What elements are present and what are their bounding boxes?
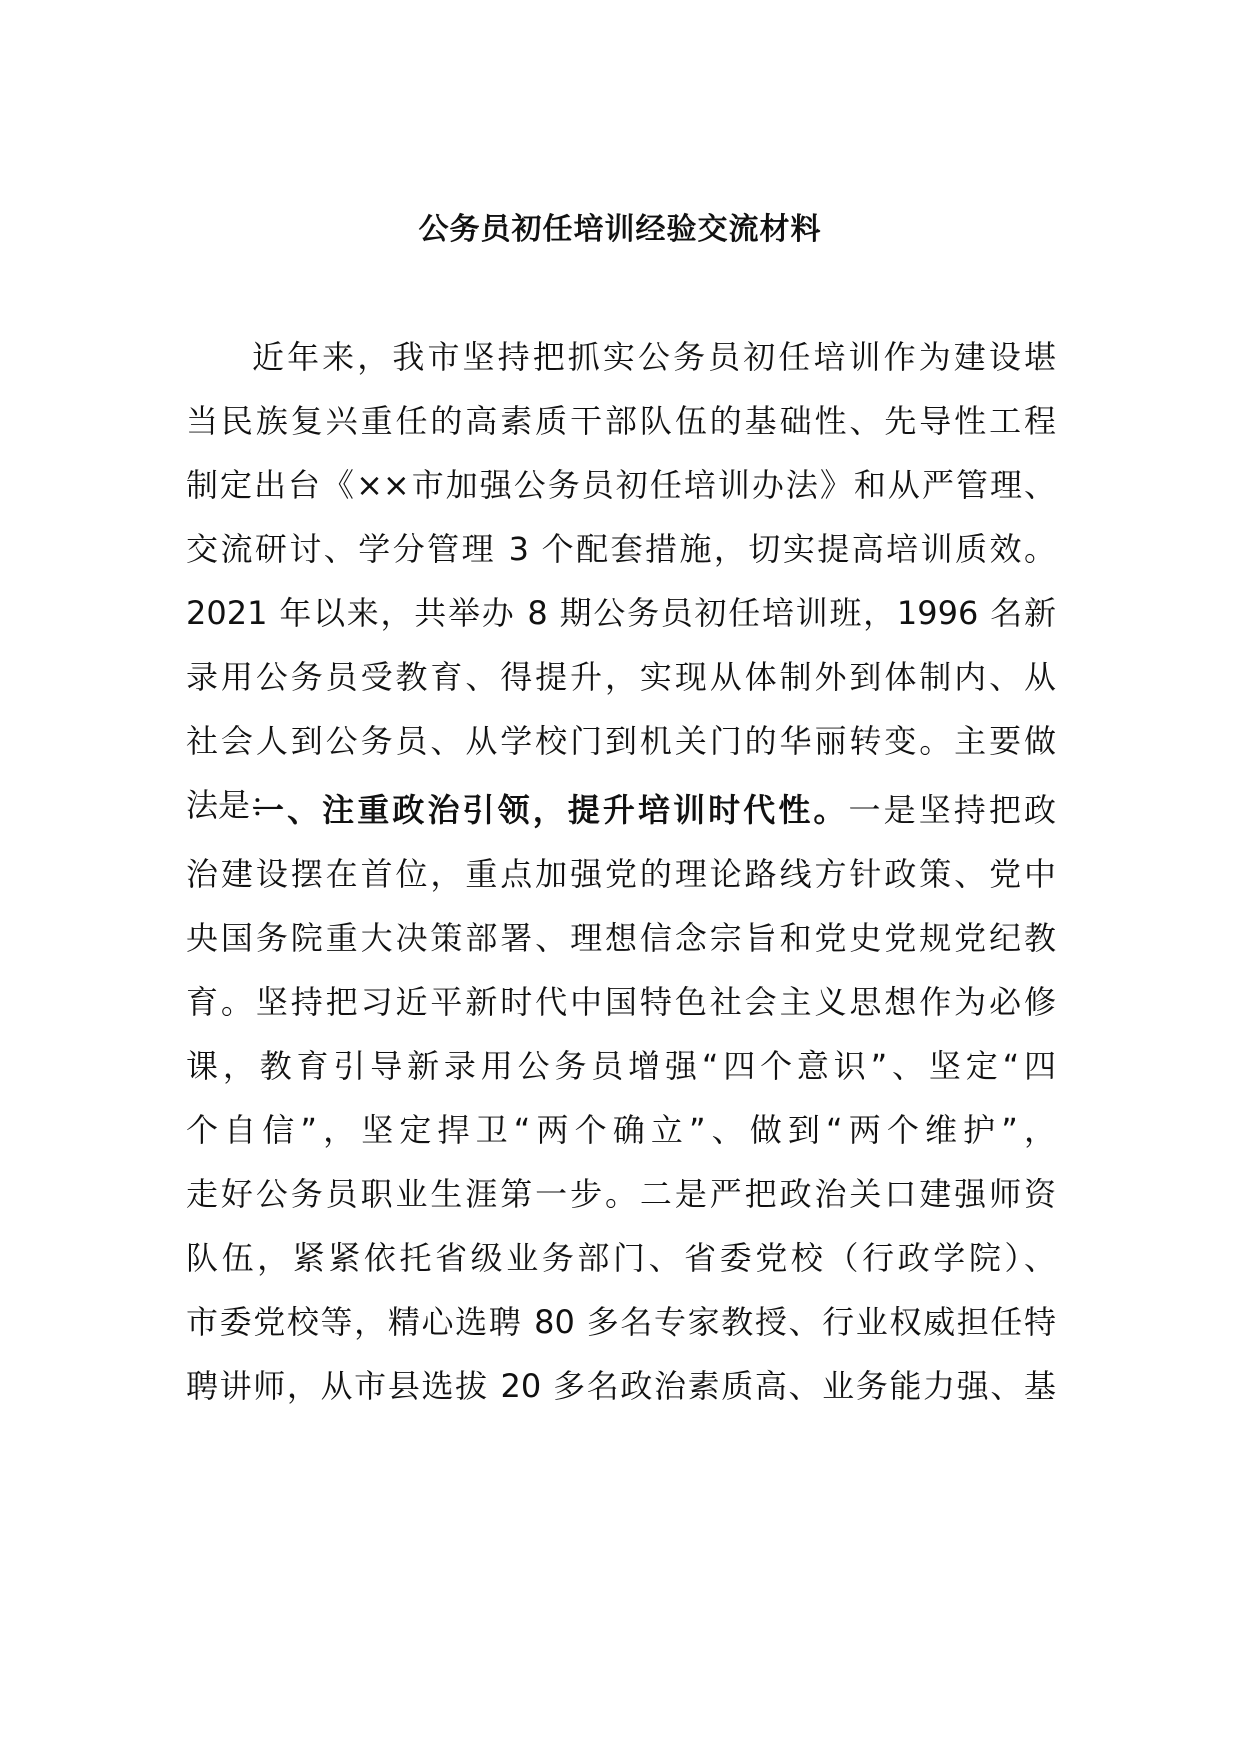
paragraph-line: 近年来，我市坚持把抓实公务员初任培训作为建设堪 bbox=[252, 338, 1056, 376]
paragraph-line: 聘讲师，从市县选拔 20 多名政治素质高、业务能力强、基 bbox=[186, 1367, 1056, 1405]
paragraph-line: 央国务院重大决策部署、理想信念宗旨和党史党规党纪教 bbox=[186, 919, 1056, 957]
paragraph-line: 个自信”，坚定捍卫“两个确立”、做到“两个维护”， bbox=[186, 1111, 1056, 1149]
paragraph-section-one bbox=[186, 778, 1056, 1418]
paragraph-intro bbox=[186, 325, 1056, 837]
paragraph-line: 市委党校等，精心选聘 80 多名专家教授、行业权威担任特 bbox=[186, 1303, 1056, 1341]
section-heading: 一、注重政治引领，提升培训时代性。 bbox=[252, 791, 849, 829]
paragraph-line: 当民族复兴重任的高素质干部队伍的基础性、先导性工程 bbox=[186, 402, 1056, 440]
paragraph-line: 治建设摆在首位，重点加强党的理论路线方针政策、党中 bbox=[186, 855, 1056, 893]
paragraph-line: 录用公务员受教育、得提升，实现从体制外到体制内、从 bbox=[186, 658, 1056, 696]
document-title: 公务员初任培训经验交流材料 bbox=[418, 212, 822, 247]
paragraph-line: 制定出台《××市加强公务员初任培训办法》和从严管理、 bbox=[186, 466, 1056, 504]
paragraph-line: 社会人到公务员、从学校门到机关门的华丽转变。主要做 bbox=[186, 722, 1056, 760]
paragraph-line: 队伍，紧紧依托省级业务部门、省委党校（行政学院）、 bbox=[186, 1239, 1056, 1277]
paragraph-line: 法是： bbox=[186, 786, 283, 824]
paragraph-line: 课，教育引导新录用公务员增强“四个意识”、坚定“四 bbox=[186, 1047, 1056, 1085]
paragraph-line: 2021 年以来，共举办 8 期公务员初任培训班，1996 名新 bbox=[186, 594, 1056, 632]
paragraph-first-line bbox=[186, 778, 1056, 842]
paragraph-line: 育。坚持把习近平新时代中国特色社会主义思想作为必修 bbox=[186, 983, 1056, 1021]
section-heading-continuation: 一是坚持把政 bbox=[848, 791, 1056, 829]
paragraph-line: 交流研讨、学分管理 3 个配套措施，切实提高培训质效。 bbox=[186, 530, 1056, 568]
paragraph-line: 走好公务员职业生涯第一步。二是严把政治关口建强师资 bbox=[186, 1175, 1056, 1213]
